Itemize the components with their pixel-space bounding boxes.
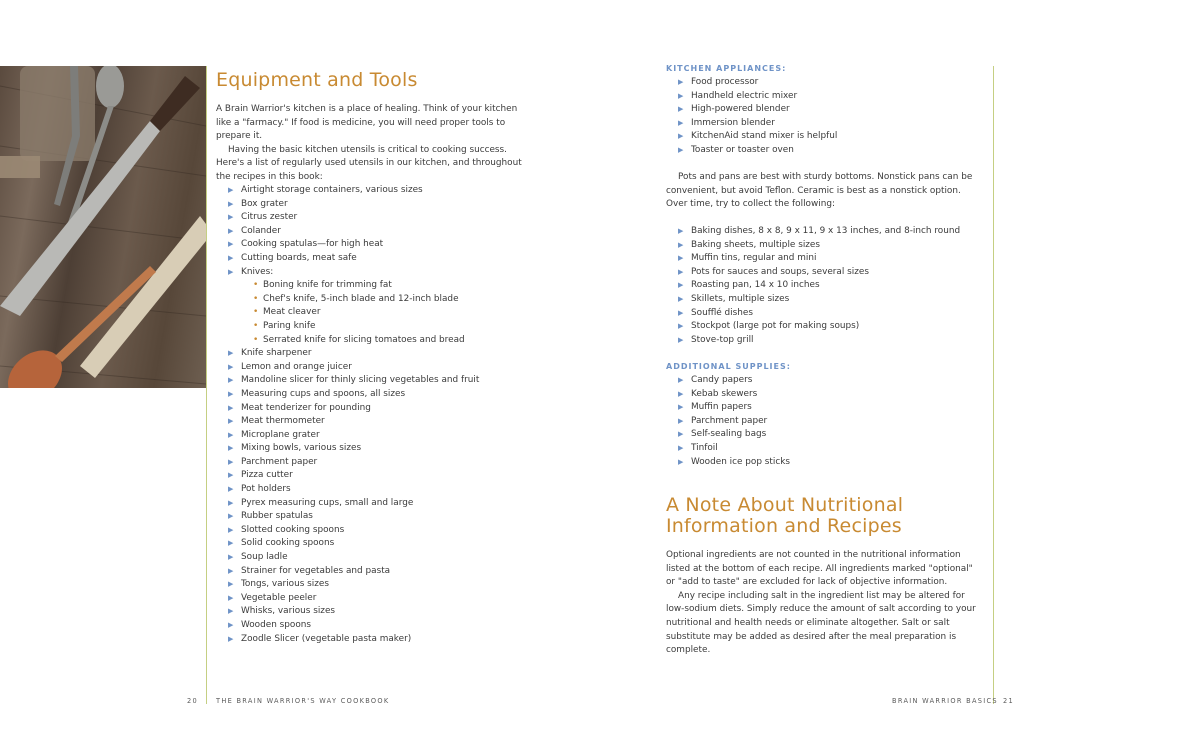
triangle-bullet-icon: ▶ [228,349,234,358]
list-item-text: KitchenAid stand mixer is helpful [691,131,838,142]
list-item-text: Knives: [241,266,274,277]
list-item-text: Boning knife for trimming fat [263,280,392,291]
list-item [216,266,546,280]
dot-bullet-icon: • [253,280,259,291]
list-item [666,117,986,131]
list-item [216,184,546,198]
list-item-text: Candy papers [691,375,753,385]
triangle-bullet-icon: ▶ [228,539,234,548]
list-item [666,374,986,388]
list-item-text: Rubber spatulas [241,511,313,522]
triangle-bullet-icon: ▶ [678,281,684,290]
pots-text: Pots and pans are best with sturdy bottoms. Nonstick pans can be convenient, but avoid Teflon. Ceramic is best as a nonstick option. Over time, try to collect the following: [666,172,973,210]
triangle-bullet-icon: ▶ [678,457,684,466]
list-item [216,388,546,402]
list-item-text: Baking dishes, 8 x 8, 9 x 11, 9 x 13 inches, and 8-inch round [691,226,961,236]
triangle-bullet-icon: ▶ [228,525,234,534]
list-item [216,347,546,361]
triangle-bullet-icon: ▶ [228,226,234,235]
triangle-bullet-icon: ▶ [678,254,684,263]
triangle-bullet-icon: ▶ [228,389,234,398]
list-item [216,374,546,388]
equipment-heading: Equipment and Tools [216,69,418,91]
list-item [666,456,986,470]
footer-page-number-right: 21 [1003,697,1014,705]
list-item-text: Roasting pan, 14 x 10 inches [691,280,820,291]
nutrition-note-heading: A Note About Nutritional Information and Recipes [666,494,904,537]
list-item [666,279,986,293]
list-item [666,225,986,239]
triangle-bullet-icon: ▶ [678,240,684,249]
list-item-text: Serrated knife for slicing tomatoes and bread [263,334,465,345]
triangle-bullet-icon: ▶ [678,78,684,86]
list-item [216,565,546,579]
list-item [216,361,546,375]
triangle-bullet-icon: ▶ [678,389,684,398]
triangle-bullet-icon: ▶ [228,512,234,521]
triangle-bullet-icon: ▶ [228,593,234,602]
list-item [216,578,546,592]
list-item [666,320,986,334]
list-item [216,524,546,538]
triangle-bullet-icon: ▶ [228,498,234,507]
list-item-text: Colander [241,225,281,236]
list-item [666,239,986,253]
triangle-bullet-icon: ▶ [228,403,234,412]
triangle-bullet-icon: ▶ [228,457,234,466]
triangle-bullet-icon: ▶ [228,186,234,194]
list-item-text: Cooking spatulas—for high heat [241,239,384,250]
list-item-text: Pyrex measuring cups, small and large [241,497,414,508]
triangle-bullet-icon: ▶ [678,118,684,127]
list-item-text: Pizza cutter [241,470,293,481]
list-item [666,401,986,415]
additional-supplies-heading: ADDITIONAL SUPPLIES: [666,362,791,371]
triangle-bullet-icon: ▶ [678,145,684,154]
list-item [666,144,986,158]
list-item [666,252,986,266]
list-item-text: Cutting boards, meat safe [241,252,357,263]
list-item [666,428,986,442]
list-item-text: Stockpot (large pot for making soups) [691,321,860,332]
list-item-text: Solid cooking spoons [241,538,335,549]
list-item-text: Airtight storage containers, various sizes [241,185,423,195]
triangle-bullet-icon: ▶ [228,267,234,276]
triangle-bullet-icon: ▶ [678,267,684,276]
triangle-bullet-icon: ▶ [678,132,684,141]
pots-list [666,225,986,347]
list-item-text: Microplane grater [241,429,320,440]
dot-bullet-icon: • [253,293,259,304]
kitchen-utensils-photo [0,66,206,388]
list-item [666,334,986,348]
list-item-text: Parchment paper [691,415,768,426]
list-item-text: Knife sharpener [241,348,312,359]
list-item-text: Baking sheets, multiple sizes [691,239,821,250]
triangle-bullet-icon: ▶ [228,376,234,385]
list-item-text: Strainer for vegetables and pasta [241,565,391,576]
triangle-bullet-icon: ▶ [678,105,684,114]
triangle-bullet-icon: ▶ [678,416,684,425]
list-item-text: Tinfoil [691,442,718,453]
triangle-bullet-icon: ▶ [678,430,684,439]
triangle-bullet-icon: ▶ [678,294,684,303]
left-margin-rule [206,66,207,704]
list-item-text: Box grater [241,198,288,209]
list-item-text: Meat cleaver [263,307,321,318]
triangle-bullet-icon: ▶ [228,634,234,643]
sub-list-item [216,306,546,320]
list-item-text: Lemon and orange juicer [241,361,352,372]
utensils-illustration [0,66,206,388]
equipment-list [216,184,546,646]
triangle-bullet-icon: ▶ [228,240,234,249]
dot-bullet-icon: • [253,320,259,331]
list-item-text: Skillets, multiple sizes [691,293,790,304]
footer-page-number-left: 20 [187,697,198,705]
list-item [216,633,546,647]
intro-paragraph-1: A Brain Warrior's kitchen is a place of healing. Think of your kitchen like a "farmacy." If food is medicine, you will need proper tools to prepare it. [216,104,518,142]
triangle-bullet-icon: ▶ [228,417,234,426]
list-item-text: Vegetable peeler [241,592,317,603]
list-item-text: Muffin tins, regular and mini [691,253,817,264]
list-item-text: Pots for sauces and soups, several sizes [691,266,869,277]
list-item [666,442,986,456]
list-item [216,252,546,266]
list-item [666,266,986,280]
nutrition-note-body [666,549,984,658]
list-item [666,388,986,402]
list-item [666,103,986,117]
list-item [216,483,546,497]
list-item-text: Self-sealing bags [691,429,767,440]
list-item-text: Parchment paper [241,456,318,467]
list-item [216,592,546,606]
dot-bullet-icon: • [253,334,259,345]
triangle-bullet-icon: ▶ [228,213,234,222]
list-item-text: Kebab skewers [691,388,758,399]
list-item [216,605,546,619]
list-item [216,510,546,524]
list-item-text: Slotted cooking spoons [241,524,345,535]
note-paragraph-2: Any recipe including salt in the ingredient list may be altered for low-sodium diets. Simply reduce the amount of salt according to your nutritional and health needs or eliminate altogether. Salt or salt substitute may be added as desired after the meal preparation is complete. [666,590,976,656]
pots-paragraph [666,171,982,212]
triangle-bullet-icon: ▶ [678,335,684,344]
triangle-bullet-icon: ▶ [678,91,684,100]
list-item-text: Stove-top grill [691,334,754,345]
list-item-text: High-powered blender [691,104,790,115]
list-item-text: Wooden ice pop sticks [691,456,791,467]
list-item-text: Muffin papers [691,402,752,413]
list-item [666,293,986,307]
dot-bullet-icon: • [253,307,259,318]
list-item-text: Mandoline slicer for thinly slicing vegetables and fruit [241,375,480,386]
sub-list-item [216,279,546,293]
list-item [216,429,546,443]
triangle-bullet-icon: ▶ [228,199,234,208]
triangle-bullet-icon: ▶ [228,580,234,589]
list-item-text: Soup ladle [241,552,288,563]
list-item-text: Soufflé dishes [691,307,753,318]
supplies-list [666,374,986,469]
footer-section-title: BRAIN WARRIOR BASICS [892,697,998,705]
list-item [216,442,546,456]
triangle-bullet-icon: ▶ [228,253,234,262]
list-item-text: Citrus zester [241,212,298,223]
list-item-text: Mixing bowls, various sizes [241,443,362,454]
list-item [216,225,546,239]
equipment-intro [216,103,532,185]
list-item [666,307,986,321]
list-item [666,130,986,144]
list-item-text: Immersion blender [691,117,775,128]
list-item-text: Zoodle Slicer (vegetable pasta maker) [241,633,412,644]
list-item [216,537,546,551]
triangle-bullet-icon: ▶ [228,621,234,629]
list-item-text: Measuring cups and spoons, all sizes [241,388,406,399]
list-item [666,415,986,429]
triangle-bullet-icon: ▶ [228,362,234,371]
intro-paragraph-2: Having the basic kitchen utensils is critical to cooking success. Here's a list of regularly used utensils in our kitchen, and throughout the recipes in this book: [216,144,522,182]
footer-book-title: THE BRAIN WARRIOR'S WAY COOKBOOK [216,697,390,705]
triangle-bullet-icon: ▶ [228,566,234,575]
triangle-bullet-icon: ▶ [678,443,684,452]
list-item [666,76,986,90]
triangle-bullet-icon: ▶ [228,444,234,453]
list-item-text: Meat thermometer [241,416,325,427]
list-item [666,90,986,104]
kitchen-appliances-heading: KITCHEN APPLIANCES: [666,64,787,73]
list-item [216,198,546,212]
note-paragraph-1: Optional ingredients are not counted in the nutritional information listed at the bottom of each recipe. All ingredients marked "optional" or "add to taste" are excluded for lack of objective information. [666,550,973,588]
appliances-list [666,76,986,158]
list-item [216,238,546,252]
triangle-bullet-icon: ▶ [228,607,234,616]
right-margin-rule [993,66,994,704]
list-item [216,415,546,429]
list-item-text: Wooden spoons [241,620,312,630]
list-item [216,619,546,633]
list-item-text: Paring knife [263,320,316,331]
triangle-bullet-icon: ▶ [678,227,684,235]
triangle-bullet-icon: ▶ [228,430,234,439]
list-item-text: Meat tenderizer for pounding [241,402,371,413]
triangle-bullet-icon: ▶ [678,322,684,331]
list-item [216,456,546,470]
list-item [216,497,546,511]
list-item [216,402,546,416]
list-item [216,469,546,483]
triangle-bullet-icon: ▶ [228,485,234,494]
list-item-text: Whisks, various sizes [241,606,336,617]
list-item-text: Food processor [691,77,759,87]
sub-list-item [216,293,546,307]
sub-list-item [216,334,546,348]
triangle-bullet-icon: ▶ [678,403,684,412]
list-item [216,211,546,225]
triangle-bullet-icon: ▶ [678,308,684,317]
triangle-bullet-icon: ▶ [228,553,234,562]
list-item-text: Chef's knife, 5-inch blade and 12-inch blade [263,293,459,304]
list-item-text: Tongs, various sizes [241,579,330,590]
sub-list-item [216,320,546,334]
triangle-bullet-icon: ▶ [678,376,684,384]
list-item-text: Toaster or toaster oven [691,144,794,155]
list-item [216,551,546,565]
list-item-text: Handheld electric mixer [691,90,798,101]
triangle-bullet-icon: ▶ [228,471,234,480]
list-item-text: Pot holders [241,484,291,495]
